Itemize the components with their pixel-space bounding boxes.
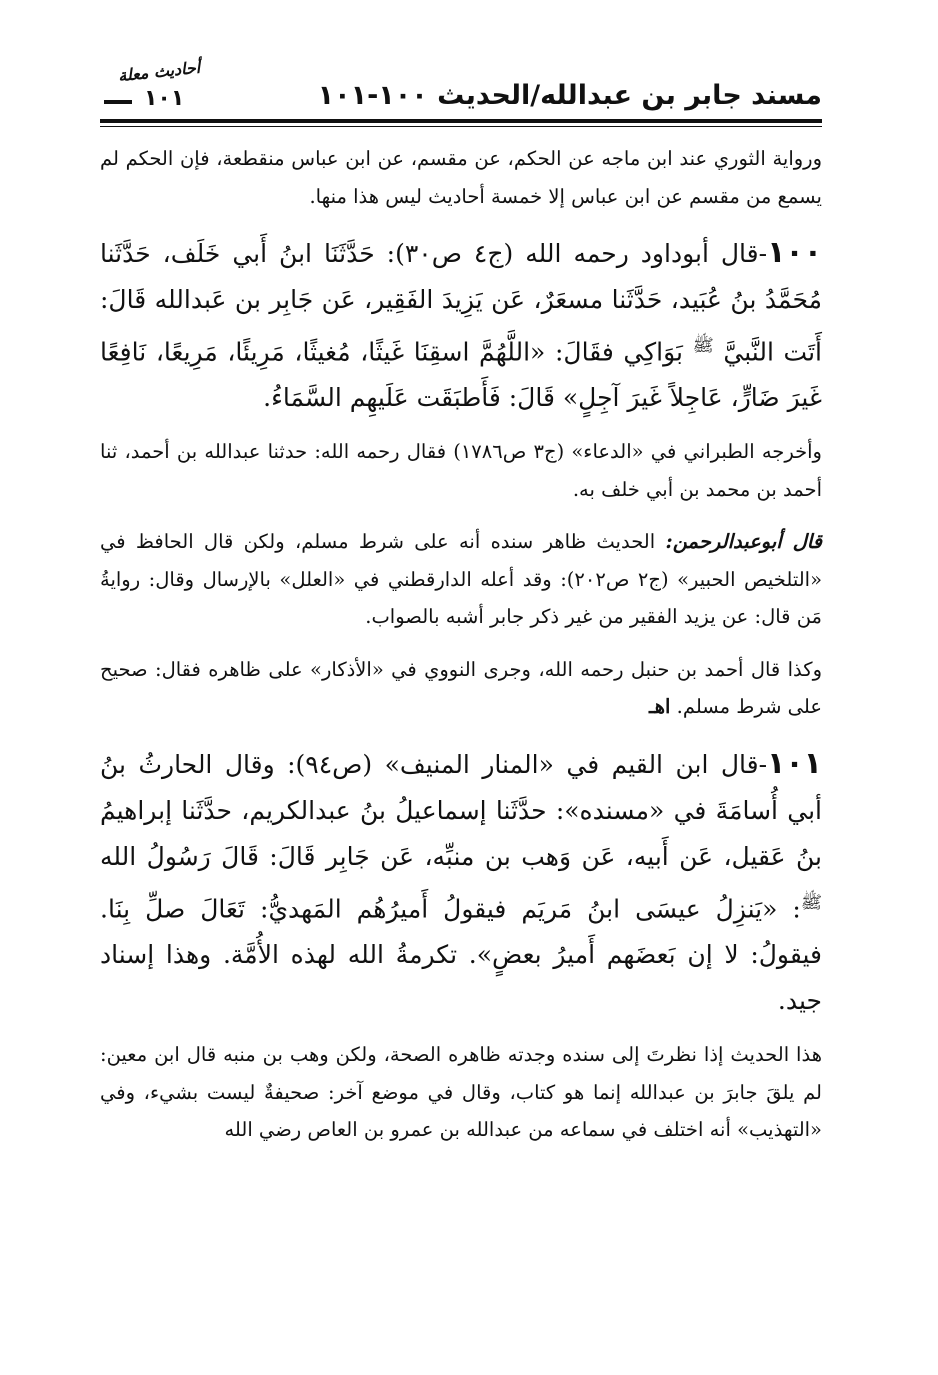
page-body [100, 140, 822, 1164]
hadith-number: ١٠١ [767, 745, 822, 781]
header-rule-thick [100, 119, 822, 123]
paragraph-text: الحديث ظاهر سنده أنه على شرط مسلم، ولكن قال الحافظ في «التلخيص الحبير» (ج٢ ص٢٠٢): وقد أعله الدارقطني في «العلل» بالإرسال وقال: روايةُ مَن قال: عن يزيد الفقير من غير ذكر جابر أشبه بالصواب. [100, 530, 822, 629]
page-number-dash [104, 100, 132, 104]
hadith-text: -قال أبوداود رحمه الله (ج٤ ص٣٠): حَدَّثَنَا ابنُ أَبي خَلَف، حَدَّثَنا مُحَمَّدُ بنُ عُبَيد، حَدَّثَنا مسعَرٌ، عَن يَزِيدَ الفَقِير، عَن جَابِر بن عَبدالله قَالَ: أَتَت النَّبيَّ [100, 239, 822, 367]
paragraph-intro [100, 140, 822, 215]
author-signature: قال أبوعبدالرحمن: [665, 530, 823, 554]
running-title: مسند جابر بن عبدالله/الحديث ١٠٠-١٠١ [317, 80, 822, 111]
paragraph-text: ورواية الثوري عند ابن ماجه عن الحكم، عن مقسم، عن ابن عباس منقطعة، فإن الحكم لم يسمع من مقسم عن ابن عباس إلا خمسة أحاديث ليس هذا منها. [100, 147, 822, 208]
end-mark: اهـ [649, 695, 671, 719]
hadith-text: -قال ابن القيم في «المنار المنيف» (ص٩٤): وقال الحارثُ بنُ أبي أُسامَةَ في «مسنده»: حدَّثَنا إسماعيلُ بنُ عبدالكريم، حدَّثَنا إبراهيمُ بنُ عَقيل، عَن أَبيه، عَن وَهب بن منبِّه، عَن جَابِر قَالَ: قَالَ رَسُولُ الله [100, 749, 822, 871]
paragraph-commentary [100, 523, 822, 636]
salutation-glyph: ﷺ [692, 336, 714, 356]
page-number: ١٠١ [144, 86, 185, 111]
salutation-glyph: ﷺ [800, 892, 822, 913]
paragraph-takhrij-tabarani [100, 433, 822, 508]
paragraph-ahmad-nawawi [100, 651, 822, 726]
paragraph-text: وأخرجه الطبراني في «الدعاء» (ج٣ ص١٧٨٦) فقال رحمه الله: حدثنا عبدالله بن أحمد، ثنا أحمد بن محمد بن أبي خلف به. [100, 440, 822, 501]
hadith-101 [100, 741, 822, 1024]
hadith-text-continued: بَوَاكِي فقَالَ: «اللَّهُمَّ اسقِنَا غَيثًا، مُغيثًا، مَرِيئًا، مَرِيعًا، نَافِعًا غَيرَ ضَارٍّ، عَاجِلاً غَيرَ آجِلٍ» قَالَ: فَأَطبَقَت عَلَيهِم السَّمَاءُ. [100, 337, 822, 413]
header-rule-thin [100, 126, 822, 127]
paragraph-text: هذا الحديث إذا نظرتَ إلى سنده وجدته ظاهره الصحة، ولكن وهب بن منبه قال ابن معين: لم يلقَ جابرَ بن عبدالله إنما هو كتاب، وقال في موضع آخر: صحيفةٌ ليست بشيء، وفي «التهذيب» أنه اختلف في سماعه من عبدالله بن عمرو بن العاص رضي الله [100, 1043, 822, 1142]
hadith-number: ١٠٠ [767, 235, 823, 270]
hadith-100 [100, 230, 822, 421]
hadith-text-continued: : «يَنزِلُ عيسَى ابنُ مَريَم فيقولُ أَميرُهُم المَهديُّ: تَعَالَ صلِّ بِنَا. فيقولُ: لا إن بَعضَهم أَميرُ بعضٍ». تكرمةُ الله لهذه الأُمَّة. وهذا إسناد جيد. [100, 894, 822, 1016]
handwritten-note: أحاديث معلة [117, 57, 202, 86]
paragraph-wahb-commentary [100, 1036, 822, 1149]
paragraph-text: وكذا قال أحمد بن حنبل رحمه الله، وجرى النووي في «الأذكار» على ظاهره فقال: صحيح على شرط مسلم. [100, 657, 822, 719]
